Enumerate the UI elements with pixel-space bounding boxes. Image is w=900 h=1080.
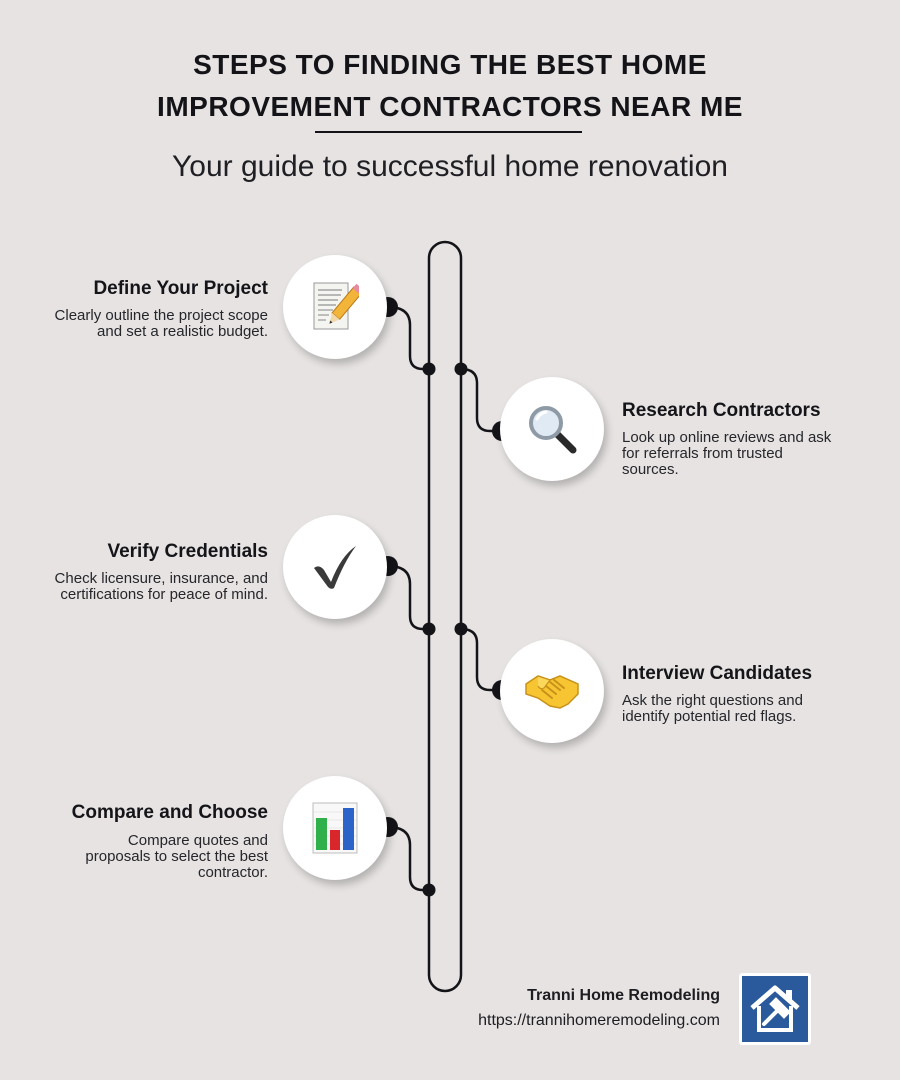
connector-step-2 bbox=[461, 369, 502, 431]
step-3-icon-circle bbox=[283, 515, 387, 619]
company-logo bbox=[739, 973, 811, 1045]
step-1-description: Clearly outline the project scope and set a realistic budget. bbox=[54, 307, 268, 340]
timeline-track bbox=[429, 242, 461, 991]
memo-pencil-icon bbox=[311, 280, 359, 334]
step-5-icon-circle bbox=[283, 776, 387, 880]
step-3-description: Check licensure, insurance, and certifications for peace of mind. bbox=[54, 570, 268, 603]
step-2-description: Look up online reviews and ask for referrals from trusted sources. bbox=[622, 429, 832, 478]
node-step-1-track bbox=[423, 363, 436, 376]
step-4-description: Ask the right questions and identify potential red flags. bbox=[622, 692, 803, 725]
company-url[interactable]: https://trannihomeremodeling.com bbox=[478, 1012, 720, 1029]
step-2-title: Research Contractors bbox=[622, 400, 821, 421]
step-3-title: Verify Credentials bbox=[107, 541, 268, 562]
bar-chart-icon bbox=[312, 802, 358, 854]
connector-step-3 bbox=[388, 566, 429, 629]
handshake-icon bbox=[524, 670, 580, 712]
title-line-1: STEPS TO FINDING THE BEST HOME bbox=[193, 49, 707, 80]
node-step-3-track bbox=[423, 623, 436, 636]
subtitle: Your guide to successful home renovation bbox=[172, 150, 728, 183]
node-step-4-track bbox=[455, 623, 468, 636]
step-5-description: Compare quotes and proposals to select the best contractor. bbox=[85, 832, 268, 881]
step-5-title: Compare and Choose bbox=[71, 802, 268, 823]
node-step-5-track bbox=[423, 884, 436, 897]
step-2-icon-circle bbox=[500, 377, 604, 481]
connector-step-1 bbox=[388, 307, 429, 369]
check-mark-icon bbox=[310, 542, 360, 592]
node-step-2-track bbox=[455, 363, 468, 376]
house-hammer-logo-icon bbox=[742, 976, 808, 1042]
connector-step-5 bbox=[388, 827, 429, 890]
title-line-2: IMPROVEMENT CONTRACTORS NEAR ME bbox=[157, 91, 743, 122]
connector-step-4 bbox=[461, 629, 502, 690]
step-1-icon-circle bbox=[283, 255, 387, 359]
magnifying-glass-icon bbox=[525, 402, 579, 456]
step-4-title: Interview Candidates bbox=[622, 663, 813, 684]
step-1-title: Define Your Project bbox=[93, 278, 268, 299]
step-4-icon-circle bbox=[500, 639, 604, 743]
company-name: Tranni Home Remodeling bbox=[527, 987, 720, 1004]
